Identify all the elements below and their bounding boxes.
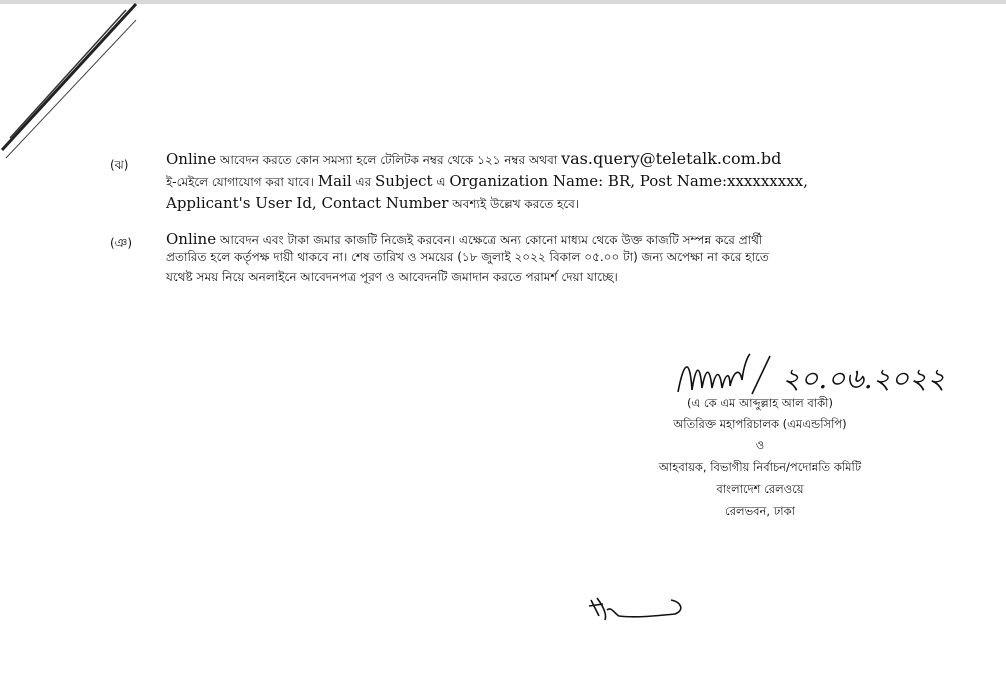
handwritten-date: ২০.০৬.২০২২	[782, 362, 946, 395]
paragraph-line: যথেষ্ট সময় নিয়ে অনলাইনে আবেদনপত্র পূরণ ও আবেদনটি জমাদান করতে পরামর্শ দেয়া যাচ্ছে।	[166, 270, 618, 284]
paragraph-line: ই-মেইলে যোগাযোগ করা যাবে। Mail এর Subject এ Organization Name: BR, Post Name:xxxxxxxxx,	[166, 172, 808, 190]
paragraph-line: Online আবেদন করতে কোন সমস্যা হলে টেলিটক নম্বর থেকে ১২১ নম্বর অথবা vas.query@teletalk.com.bd	[166, 149, 782, 168]
paragraph-line: প্রতারিত হলে কর্তৃপক্ষ দায়ী থাকবে না। শেষ তারিখ ও সময়ের (১৮ জুলাই ২০২২ বিকাল ০৫.০০ টা) জন্য অপেক্ষা না করে হাতে	[166, 250, 769, 264]
email-address: vas.query@teletalk.com.bd	[561, 149, 782, 168]
handwritten-initials	[585, 592, 695, 628]
paragraph-line: Applicant's User Id, Contact Number অবশ্যই উল্লেখ করতে হবে।	[166, 194, 580, 212]
signatory-designation: অতিরিক্ত মহাপরিচালক (এমএন্ডসিপি)	[673, 417, 847, 431]
signatory-role: আহবায়ক, বিভাগীয় নির্বাচন/পদোন্নতি কমিটি	[658, 460, 862, 474]
handwritten-signature	[670, 350, 960, 400]
paragraph-marker: (ঞ)	[110, 236, 133, 250]
paragraph-marker: (ঝ)	[110, 158, 129, 172]
signatory-organization: বাংলাদেশ রেলওয়ে	[716, 482, 804, 496]
signatory-conjunction: ও	[755, 438, 765, 452]
paragraph-line: Online আবেদন এবং টাকা জমার কাজটি নিজেই করবেন। এক্ষেত্রে অন্য কোনো মাধ্যম থেকে উক্ত কাজটি সম্পন্ন করে প্রার্থী	[166, 230, 763, 248]
signatory-office: রেলভবন, ঢাকা	[725, 504, 795, 518]
signatory-name: (এ কে এম আব্দুল্লাহ আল বাকী)	[687, 396, 833, 410]
